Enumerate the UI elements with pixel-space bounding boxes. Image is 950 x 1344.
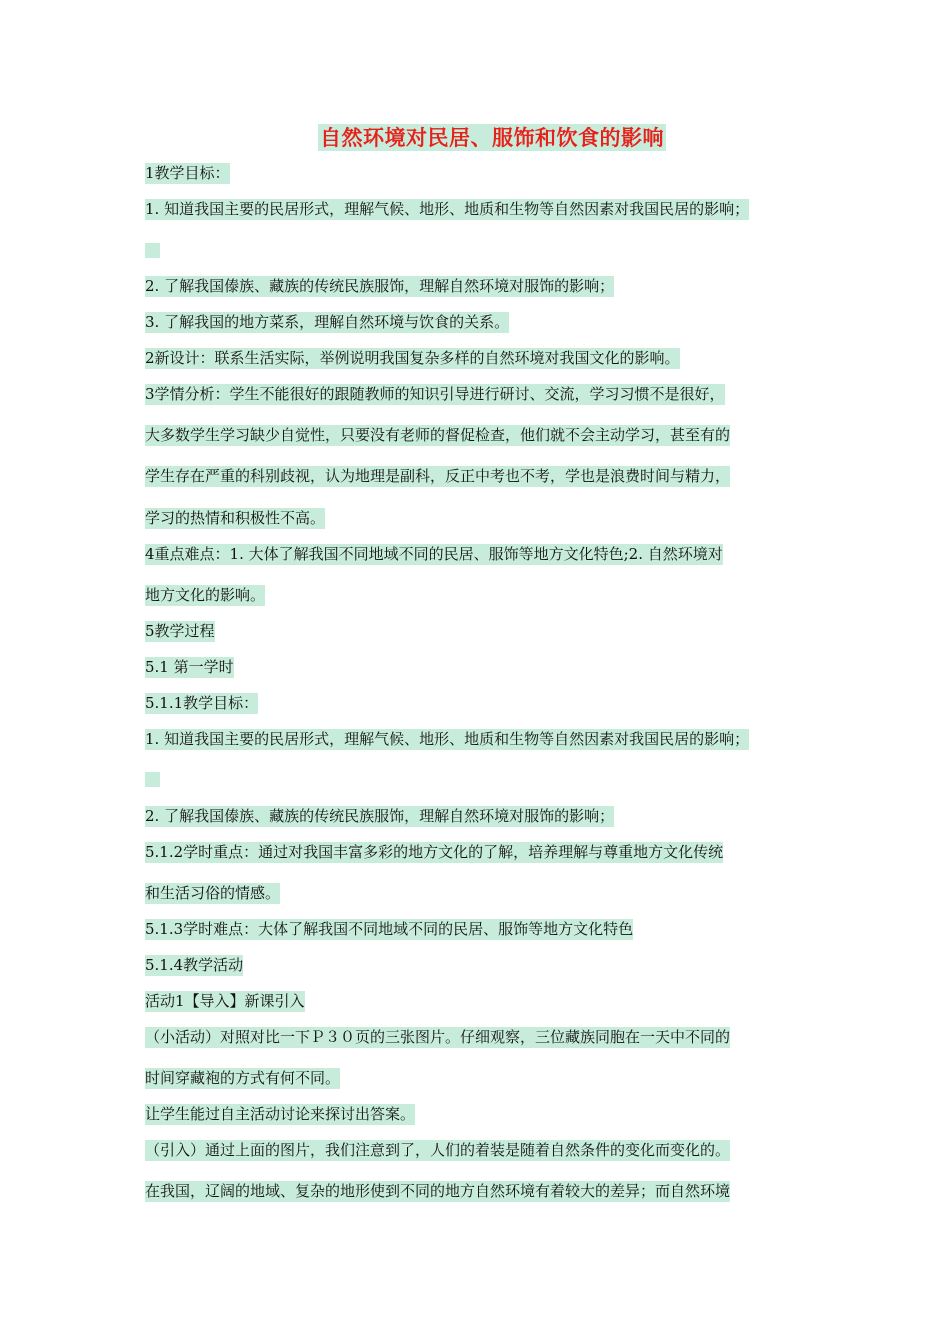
paragraph-line-text: 5.1 第一学时 <box>145 658 234 676</box>
paragraph-line <box>145 544 723 564</box>
document-title <box>0 122 950 152</box>
paragraph-line-text: （引入）通过上面的图片，我们注意到了，人们的着装是随着自然条件的变化而变化的。 <box>145 1141 731 1159</box>
paragraph-line-text: （小活动）对照对比一下Ｐ３０页的三张图片。仔细观察，三位藏族同胞在一天中不同的 <box>145 1028 731 1046</box>
empty-paragraph-mark <box>145 772 160 787</box>
paragraph-line <box>145 657 234 677</box>
paragraph-line <box>145 919 633 939</box>
paragraph-line-text: 5教学过程 <box>145 622 215 640</box>
paragraph-line <box>145 729 749 749</box>
paragraph-line-text: 1. 知道我国主要的民居形式，理解气候、地形、地质和生物等自然因素对我国民居的影响； <box>145 200 750 218</box>
paragraph-line-text: 2. 了解我国傣族、藏族的传统民族服饰，理解自然环境对服饰的影响； <box>145 807 615 825</box>
paragraph-line <box>145 806 614 826</box>
paragraph-line <box>145 466 730 486</box>
paragraph-line-text: 活动1【导入】新课引入 <box>145 992 305 1010</box>
paragraph-line-text: 大多数学生学习缺少自觉性，只要没有老师的督促检查，他们就不会主动学习，甚至有的 <box>145 426 731 444</box>
paragraph-line <box>145 1181 730 1201</box>
paragraph-line <box>145 276 614 296</box>
paragraph-line <box>145 508 325 528</box>
paragraph-line-text: 5.1.1教学目标： <box>145 694 259 712</box>
paragraph-line-text: 在我国，辽阔的地域、复杂的地形使到不同的地方自然环境有着较大的差异；而自然环境 <box>145 1182 731 1200</box>
paragraph-line-text: 让学生能过自主活动讨论来探讨出答案。 <box>145 1105 416 1123</box>
paragraph-line <box>145 1068 340 1088</box>
paragraph-line <box>145 163 230 183</box>
paragraph-line <box>145 348 680 368</box>
paragraph-line-text: 地方文化的影响。 <box>145 586 266 604</box>
paragraph-line <box>145 1140 730 1160</box>
paragraph-line-text: 3. 了解我国的地方菜系，理解自然环境与饮食的关系。 <box>145 313 510 331</box>
paragraph-line-text: 和生活习俗的情感。 <box>145 884 281 902</box>
paragraph-line <box>145 883 280 903</box>
paragraph-line <box>145 585 265 605</box>
paragraph-line <box>145 842 723 862</box>
paragraph-line <box>145 693 258 713</box>
document-title-text: 自然环境对民居、服饰和饮食的影响 <box>320 125 664 150</box>
paragraph-line-text: 5.1.3学时难点：大体了解我国不同地域不同的民居、服饰等地方文化特色 <box>145 920 634 938</box>
paragraph-line <box>145 1104 415 1124</box>
paragraph-line-text: 4重点难点：1. 大体了解我国不同地域不同的民居、服饰等地方文化特色;2. 自然环境对 <box>145 545 723 563</box>
paragraph-line-text: 时间穿藏袍的方式有何不同。 <box>145 1069 341 1087</box>
paragraph-line-text: 2. 了解我国傣族、藏族的传统民族服饰，理解自然环境对服饰的影响； <box>145 277 615 295</box>
paragraph-line <box>145 955 243 975</box>
paragraph-line <box>145 425 730 445</box>
paragraph-line <box>145 312 509 332</box>
paragraph-line-text: 3学情分析：学生不能很好的跟随教师的知识引导进行研讨、交流，学习习惯不是很好， <box>145 385 725 403</box>
paragraph-line-text: 2新设计：联系生活实际，举例说明我国复杂多样的自然环境对我国文化的影响。 <box>145 349 680 367</box>
paragraph-line <box>145 199 749 219</box>
paragraph-line-text: 1教学目标： <box>145 164 230 182</box>
paragraph-line-text: 5.1.4教学活动 <box>145 956 244 974</box>
paragraph-line <box>145 384 725 404</box>
empty-paragraph-mark <box>145 243 160 258</box>
paragraph-line-text: 1. 知道我国主要的民居形式，理解气候、地形、地质和生物等自然因素对我国民居的影响； <box>145 730 750 748</box>
paragraph-line-text: 学生存在严重的科别歧视，认为地理是副科，反正中考也不考，学也是浪费时间与精力， <box>145 467 731 485</box>
paragraph-line-text: 5.1.2学时重点：通过对我国丰富多彩的地方文化的了解，培养理解与尊重地方文化传统 <box>145 843 724 861</box>
paragraph-line <box>145 621 215 641</box>
paragraph-line-text: 学习的热情和积极性不高。 <box>145 509 326 527</box>
paragraph-line <box>145 991 305 1011</box>
paragraph-line <box>145 1027 730 1047</box>
